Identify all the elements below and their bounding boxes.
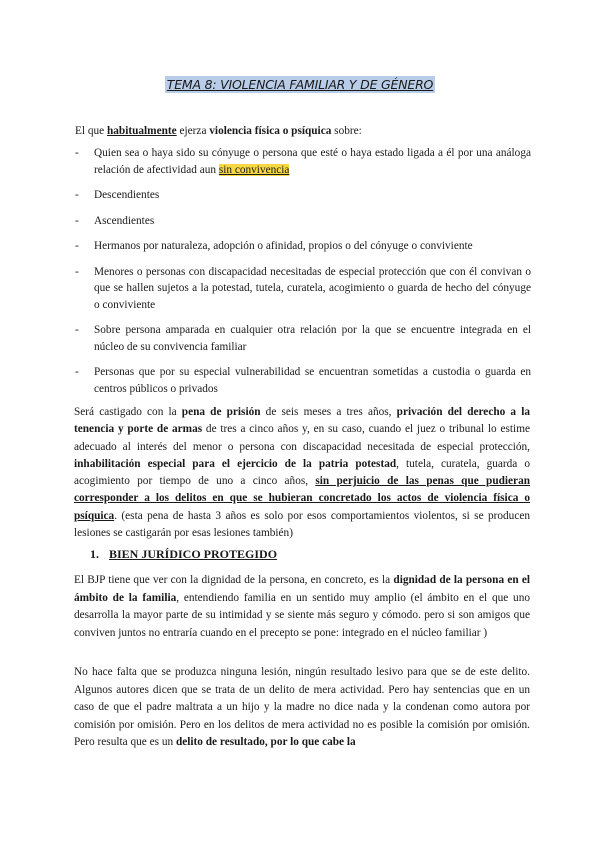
- paragraph-text: El BJP tiene que ver con la dignidad de la persona, en concreto, es la: [74, 574, 394, 586]
- bullet-dash: -: [75, 366, 79, 378]
- intro-text: ejerza: [176, 125, 210, 137]
- result-paragraph: [74, 664, 530, 752]
- bullet-dash: -: [75, 147, 79, 159]
- intro-text: sobre:: [331, 125, 362, 137]
- intro-paragraph: [75, 123, 535, 140]
- list-item: [75, 322, 531, 355]
- paragraph-text: de seis meses a tres años,: [260, 406, 397, 418]
- bold-text: delito de resultado, por lo que cabe la: [175, 736, 356, 748]
- paragraph-text: de tres a cinco años y, en su caso, cuando el juez o tribunal lo estime adecuado al interés del menor o persona con discapacidad necesitada de especial protección,: [74, 423, 530, 453]
- bold-text: dignidad de la persona en el ámbito de la familia: [74, 574, 530, 604]
- bold-text: privación del derecho a la tenencia y porte de armas: [74, 406, 531, 436]
- list-item: [75, 145, 531, 178]
- paragraph-text: Será castigado con la: [74, 406, 182, 418]
- bullet-dash: -: [75, 265, 79, 278]
- list-item: [75, 213, 531, 230]
- paragraph-text: . (esta pena de hasta 3 años es solo por esos comportamientos violentos, si se producen lesiones se castigarán por esas lesiones también): [74, 509, 530, 540]
- list-item: [75, 187, 531, 204]
- intro-text: El que: [75, 125, 107, 137]
- bullet-dash: -: [75, 214, 79, 227]
- list-item-text: Menores o personas con discapacidad necesitadas de especial protección que con él convivan o que se hallen sujetos a la potestad, tutela, curatela, acogimiento o guarda de hecho del cónyuge o conviviente: [94, 265, 531, 311]
- section-heading: [90, 547, 277, 562]
- list-item-text: Descendientes: [94, 189, 160, 201]
- bullet-dash: -: [75, 189, 79, 201]
- list-item: [75, 364, 531, 397]
- list-item-text: Hermanos por naturaleza, adopción o afinidad, propios o del cónyuge o conviviente: [94, 240, 473, 252]
- intro-emphasis-habitualmente: habitualmente: [107, 125, 177, 137]
- list-item-text: Personas que por su especial vulnerabilidad se encuentran sometidas a custodia o guarda en centros públicos o privados: [94, 366, 531, 395]
- victims-list: [75, 145, 531, 406]
- bold-text: inhabilitación especial para el ejercicio de la patria potestad: [74, 457, 397, 470]
- bjp-paragraph: [74, 572, 530, 642]
- section-heading-text: BIEN JURÍDICO PROTEGIDO: [109, 547, 278, 561]
- paragraph-text: , entendiendo familia en un sentido muy amplio (el ámbito en el que uno desarrolla la mayor parte de su intimidad y se siente más seguro y cómodo. pero si son amigos que conviven juntos no entraría cuando en el precepto se pone: integrado en el núcleo familiar ): [74, 591, 530, 639]
- highlighted-text: sin convivencia: [218, 163, 290, 176]
- page-title-text: TEMA 8: VIOLENCIA FAMILIAR Y DE GÉNERO: [166, 77, 434, 92]
- list-item-text: Sobre persona amparada en cualquier otra relación por la que se encuentre integrada en el núcleo de su convivencia familiar: [94, 324, 531, 353]
- bullet-dash: -: [75, 240, 79, 252]
- list-item: [75, 238, 531, 255]
- intro-emphasis-violencia: violencia física o psíquica: [209, 125, 332, 137]
- list-item-text: Quien sea o haya sido su cónyuge o persona que esté o haya estado ligada a él por una análoga relación de afectividad aun: [94, 147, 531, 176]
- list-item: [75, 264, 531, 314]
- section-number: 1.: [90, 547, 99, 561]
- paragraph-text: No hace falta que se produzca ninguna lesión, ningún resultado lesivo para que se de este delito. Algunos autores dicen que se trata de un delito de mera actividad. Pero hay sentencias que en un caso de que el padre maltrata a un hijo y la madre no dice nada y la condenan como autora por comisión por omisión. Pero en los delitos de mera actividad no es posible la comisión por omisión. Pero resulta que es un: [74, 666, 530, 748]
- bullet-dash: -: [75, 324, 79, 336]
- paragraph-text: , tutela, curatela, guarda o acogimiento por tiempo de uno a cinco años,: [74, 457, 530, 488]
- penalty-paragraph: [74, 404, 530, 542]
- page-title: [0, 76, 600, 94]
- bold-underlined-text: sin perjuicio de las penas que pudieran corresponder a los delitos en que se hubieran concretado los actos de violencia física o psíquica: [74, 475, 530, 522]
- list-item-text: Ascendientes: [94, 214, 155, 227]
- bold-text: pena de prisión: [181, 406, 261, 418]
